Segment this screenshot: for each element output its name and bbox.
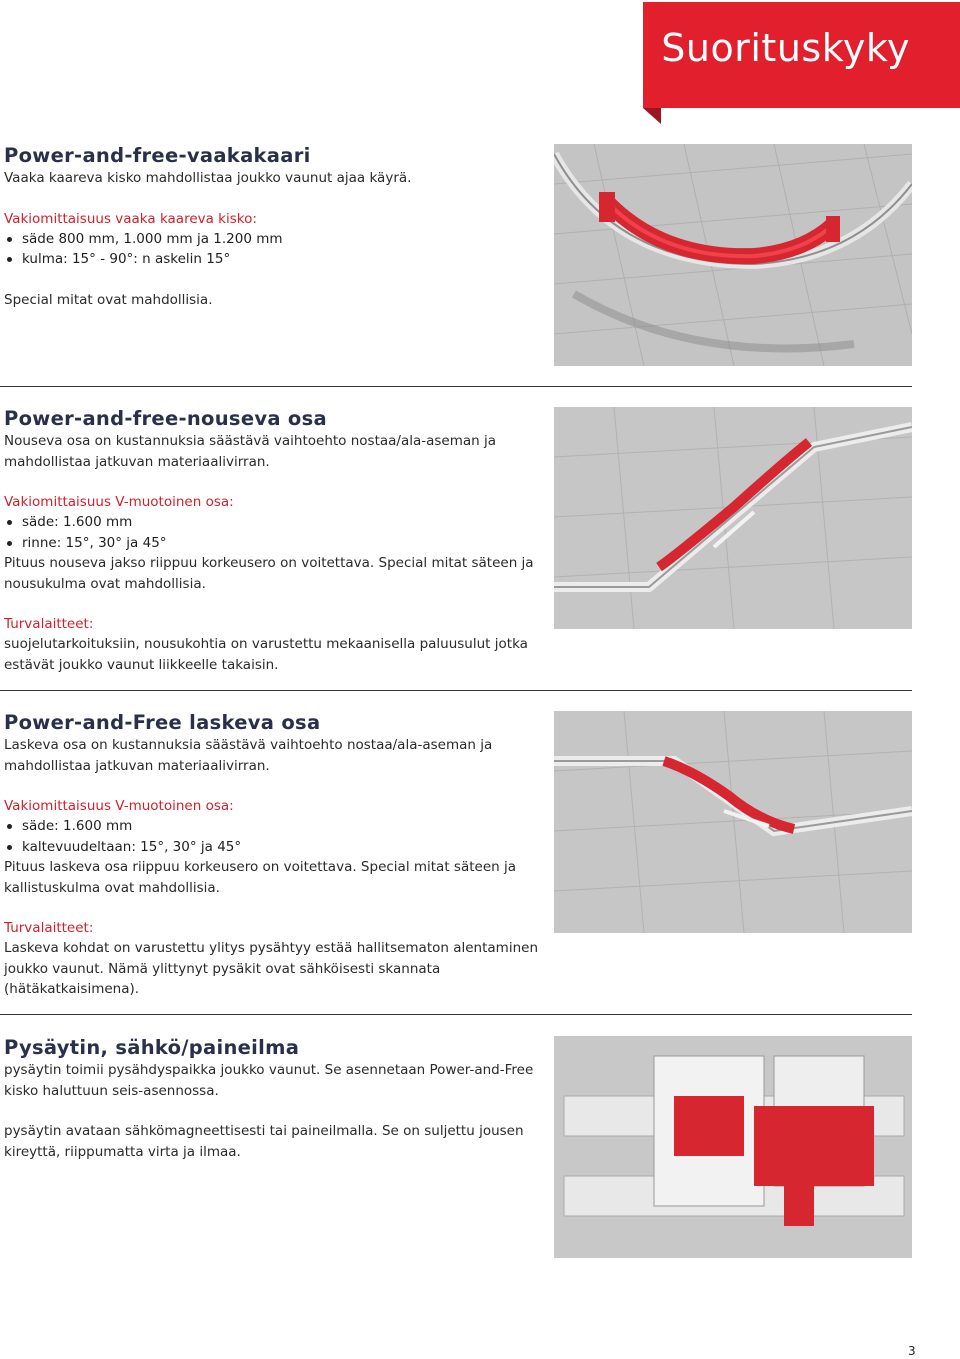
spec-list [4, 229, 539, 270]
banner-fold [643, 108, 661, 124]
section-title: Power-and-free-vaakakaari [4, 144, 311, 167]
page-title: Suorituskyky [661, 26, 910, 70]
section-intro: Vaaka kaareva kisko mahdollistaa joukko vaunut ajaa käyrä. [4, 170, 412, 186]
section-decline [4, 711, 539, 1000]
section-incline [4, 407, 539, 675]
section-stopper [4, 1036, 539, 1162]
section-title: Pysäytin, sähkö/paineilma [4, 1036, 300, 1059]
stopper-image [554, 1036, 912, 1258]
page-number: 3 [908, 1344, 916, 1358]
section-horizontal-curve [4, 144, 539, 310]
section-note: pysäytin avataan sähkömagneettisesti tai paineilmalla. Se on suljettu jousen kireyttä, riippumatta virta ja ilmaa. [4, 1123, 524, 1160]
list-item: säde: 1.600 mm [4, 512, 539, 533]
decline-rail-image [554, 711, 912, 933]
list-item: rinne: 15°, 30° ja 45° [4, 533, 539, 554]
list-item: kulma: 15° - 90°: n askelin 15° [4, 249, 539, 270]
section-intro: Laskeva osa on kustannuksia säästävä vaihtoehto nostaa/ala-aseman ja mahdollistaa jatkuvan materiaalivirran. [4, 737, 493, 774]
spec-list [4, 512, 539, 553]
list-item: kaltevuudeltaan: 15°, 30° ja 45° [4, 837, 539, 858]
curve-rail-image [554, 144, 912, 366]
spec-heading: Vakiomittaisuus V-muotoinen osa: [4, 798, 234, 814]
section-divider [0, 386, 912, 387]
safety-text: Laskeva kohdat on varustettu ylitys pysähtyy estää hallitsematon alentaminen joukko vaunut. Nämä ylittynyt pysäkit ovat sähköisesti skannata (hätäkatkaisimena). [4, 940, 539, 997]
list-item: säde 800 mm, 1.000 mm ja 1.200 mm [4, 229, 539, 250]
spec-heading: Vakiomittaisuus V-muotoinen osa: [4, 494, 234, 510]
section-intro: pysäytin toimii pysähdyspaikka joukko vaunut. Se asennetaan Power-and-Free kisko haluttuun seis-asennossa. [4, 1062, 534, 1099]
section-note: Pituus nouseva jakso riippuu korkeusero on voitettava. Special mitat säteen ja nousukulma ovat mahdollisia. [4, 555, 534, 592]
section-note: Special mitat ovat mahdollisia. [4, 291, 213, 308]
section-divider [0, 690, 912, 691]
incline-rail-image [554, 407, 912, 629]
section-intro: Nouseva osa on kustannuksia säästävä vaihtoehto nostaa/ala-aseman ja mahdollistaa jatkuvan materiaalivirran. [4, 433, 497, 470]
section-note: Pituus laskeva osa riippuu korkeusero on voitettava. Special mitat säteen ja kallistuskulma ovat mahdollisia. [4, 859, 516, 896]
safety-heading: Turvalaitteet: [4, 920, 94, 936]
section-title: Power-and-Free laskeva osa [4, 711, 321, 734]
spec-list [4, 816, 539, 857]
safety-text: suojelutarkoituksiin, nousukohtia on varustettu mekaanisella paluusulut jotka estävät joukko vaunut liikkeelle takaisin. [4, 636, 528, 673]
section-title: Power-and-free-nouseva osa [4, 407, 327, 430]
spec-heading: Vakiomittaisuus vaaka kaareva kisko: [4, 210, 257, 227]
safety-heading: Turvalaitteet: [4, 616, 94, 632]
section-divider [0, 1014, 912, 1015]
list-item: säde: 1.600 mm [4, 816, 539, 837]
